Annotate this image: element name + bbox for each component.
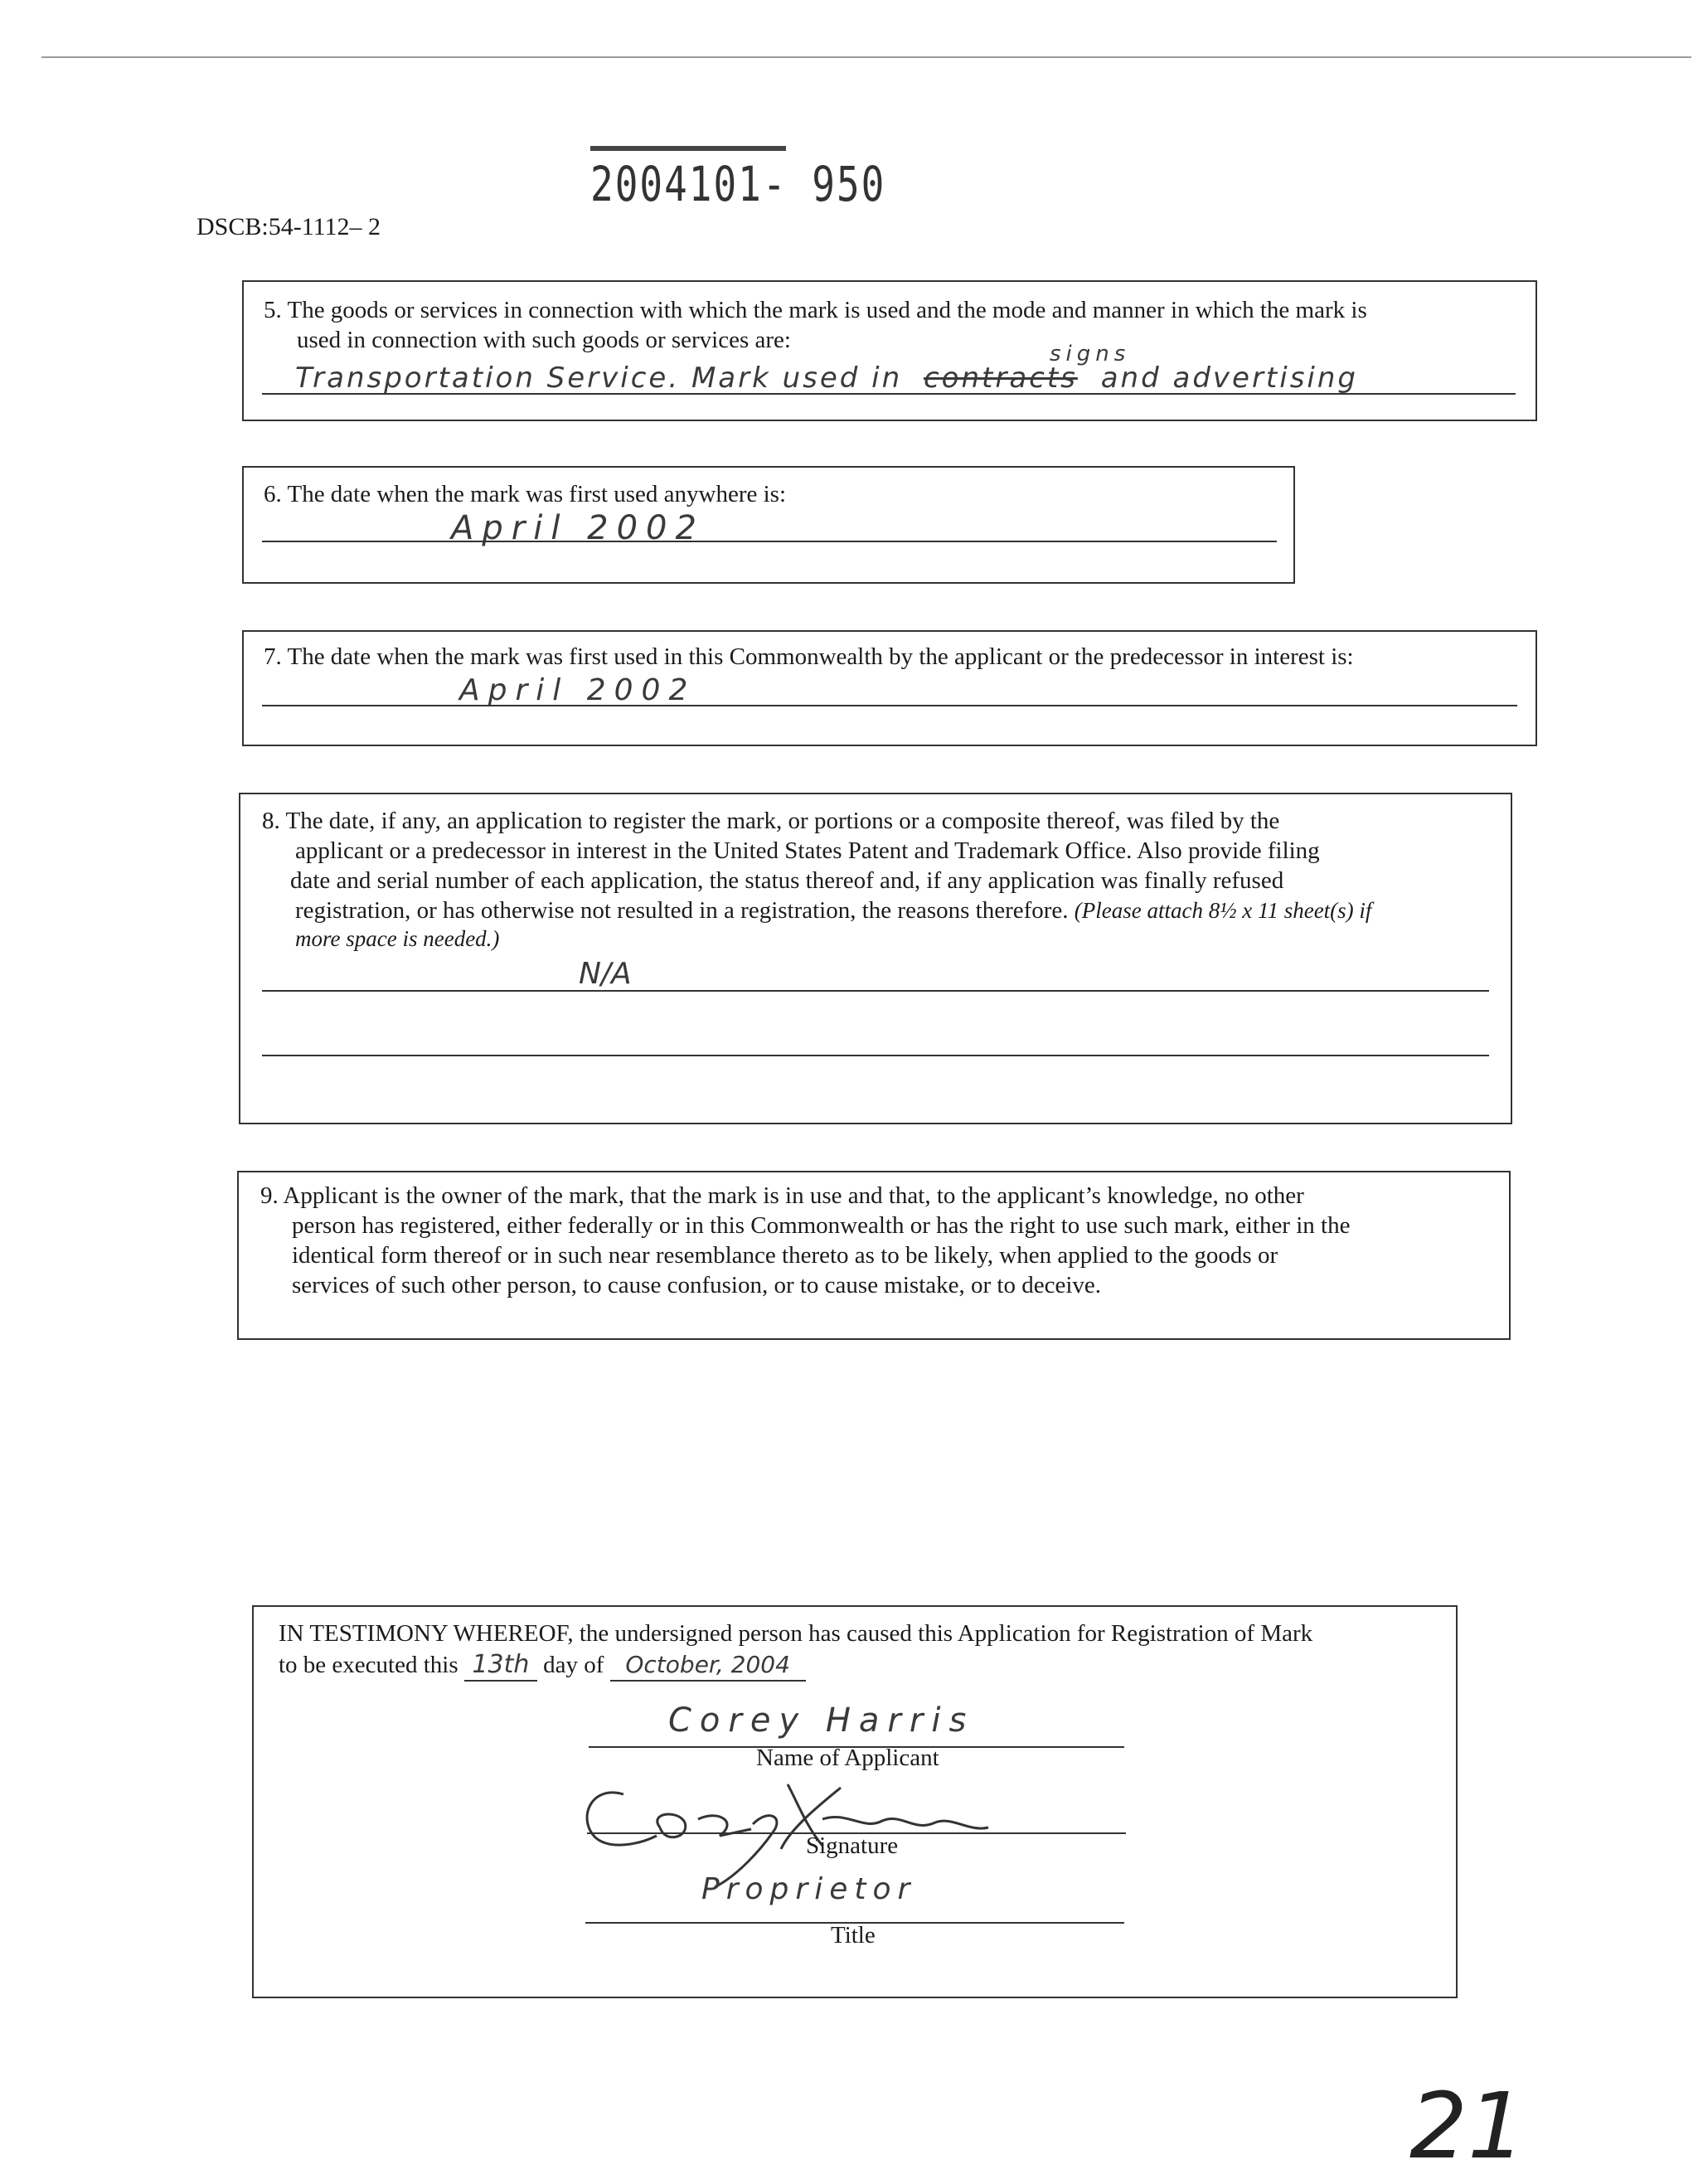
testimony-executed-text: to be executed this (279, 1652, 458, 1678)
item7-answer-line (262, 705, 1517, 706)
item8-box (239, 793, 1512, 1124)
item6-box (242, 466, 1295, 584)
stamp-bar (590, 146, 786, 151)
item8-line2: applicant or a predecessor in interest in the United States Patent and Trademark Office. Also provide filing (295, 837, 1320, 864)
item5-question-cont: used in connection with such goods or services are: (297, 327, 791, 353)
item8-line1: 8. The date, if any, an application to register the mark, or portions or a composite thereof, was filed by the (262, 808, 1280, 834)
item5-answer-end: and advertising (1100, 362, 1358, 395)
applicant-name-label: Name of Applicant (756, 1745, 939, 1771)
testimony-date: October, 2004 (610, 1650, 806, 1682)
item6-answer-line (262, 541, 1277, 542)
applicant-name: Corey Harris (668, 1701, 975, 1740)
item8-line5: more space is needed.) (295, 926, 500, 951)
item5-question: 5. The goods or services in connection with which the mark is used and the mode and manner in which the mark is (264, 297, 1367, 323)
page-number: 21 (1409, 2073, 1526, 2179)
item9-line3: identical form thereof or in such near resemblance thereto as to be likely, when applied to the goods or (292, 1242, 1278, 1269)
item5-struck-word: contracts (923, 362, 1078, 395)
item8-answer-line1 (262, 990, 1489, 992)
item7-answer: April 2002 (459, 673, 696, 707)
item7-box (242, 630, 1537, 746)
item7-question: 7. The date when the mark was first used in this Commonwealth by the applicant or the predecessor in interest is: (264, 643, 1354, 670)
item5-box (242, 280, 1537, 421)
item5-insert-word: signs (1050, 342, 1131, 366)
testimony-line2 (279, 1650, 806, 1682)
item9-line2: person has registered, either federally or in this Commonwealth or has the right to use such mark, either in the (292, 1212, 1351, 1239)
form-code: DSCB:54-1112– 2 (196, 213, 381, 240)
item5-answer-text: Transportation Service. Mark used in (295, 362, 903, 395)
item8-line4-italic: (Please attach 8½ x 11 sheet(s) if (1074, 898, 1372, 923)
title-value: Proprietor (701, 1872, 917, 1906)
item5-answer-line (262, 393, 1516, 395)
testimony-day-of-text: day of (543, 1652, 604, 1678)
testimony-line1: IN TESTIMONY WHEREOF, the undersigned person has caused this Application for Registration of Mark (279, 1620, 1313, 1647)
title-label: Title (831, 1922, 876, 1949)
item5-answer (295, 362, 1358, 395)
item8-line4-text: registration, or has otherwise not resulted in a registration, the reasons therefore. (295, 897, 1069, 924)
item8-line3: date and serial number of each application, the status thereof and, if any application was finally refused (290, 867, 1284, 894)
item8-answer: N/A (579, 957, 632, 991)
item9-box (237, 1171, 1511, 1340)
item8-line4 (295, 895, 1371, 925)
testimony-box (252, 1605, 1458, 1998)
item9-line4: services of such other person, to cause confusion, or to cause mistake, or to deceive. (292, 1272, 1102, 1298)
item6-question: 6. The date when the mark was first used anywhere is: (264, 481, 787, 507)
item6-answer: April 2002 (451, 509, 705, 547)
item9-line1: 9. Applicant is the owner of the mark, that the mark is in use and that, to the applicant’s knowledge, no other (260, 1182, 1304, 1209)
scan-edge-line (41, 56, 1691, 58)
item8-answer-line2 (262, 1055, 1489, 1056)
signature-label: Signature (806, 1832, 899, 1859)
stamp-number: 2004101- 950 (590, 156, 886, 212)
testimony-day: 13th (464, 1650, 537, 1682)
